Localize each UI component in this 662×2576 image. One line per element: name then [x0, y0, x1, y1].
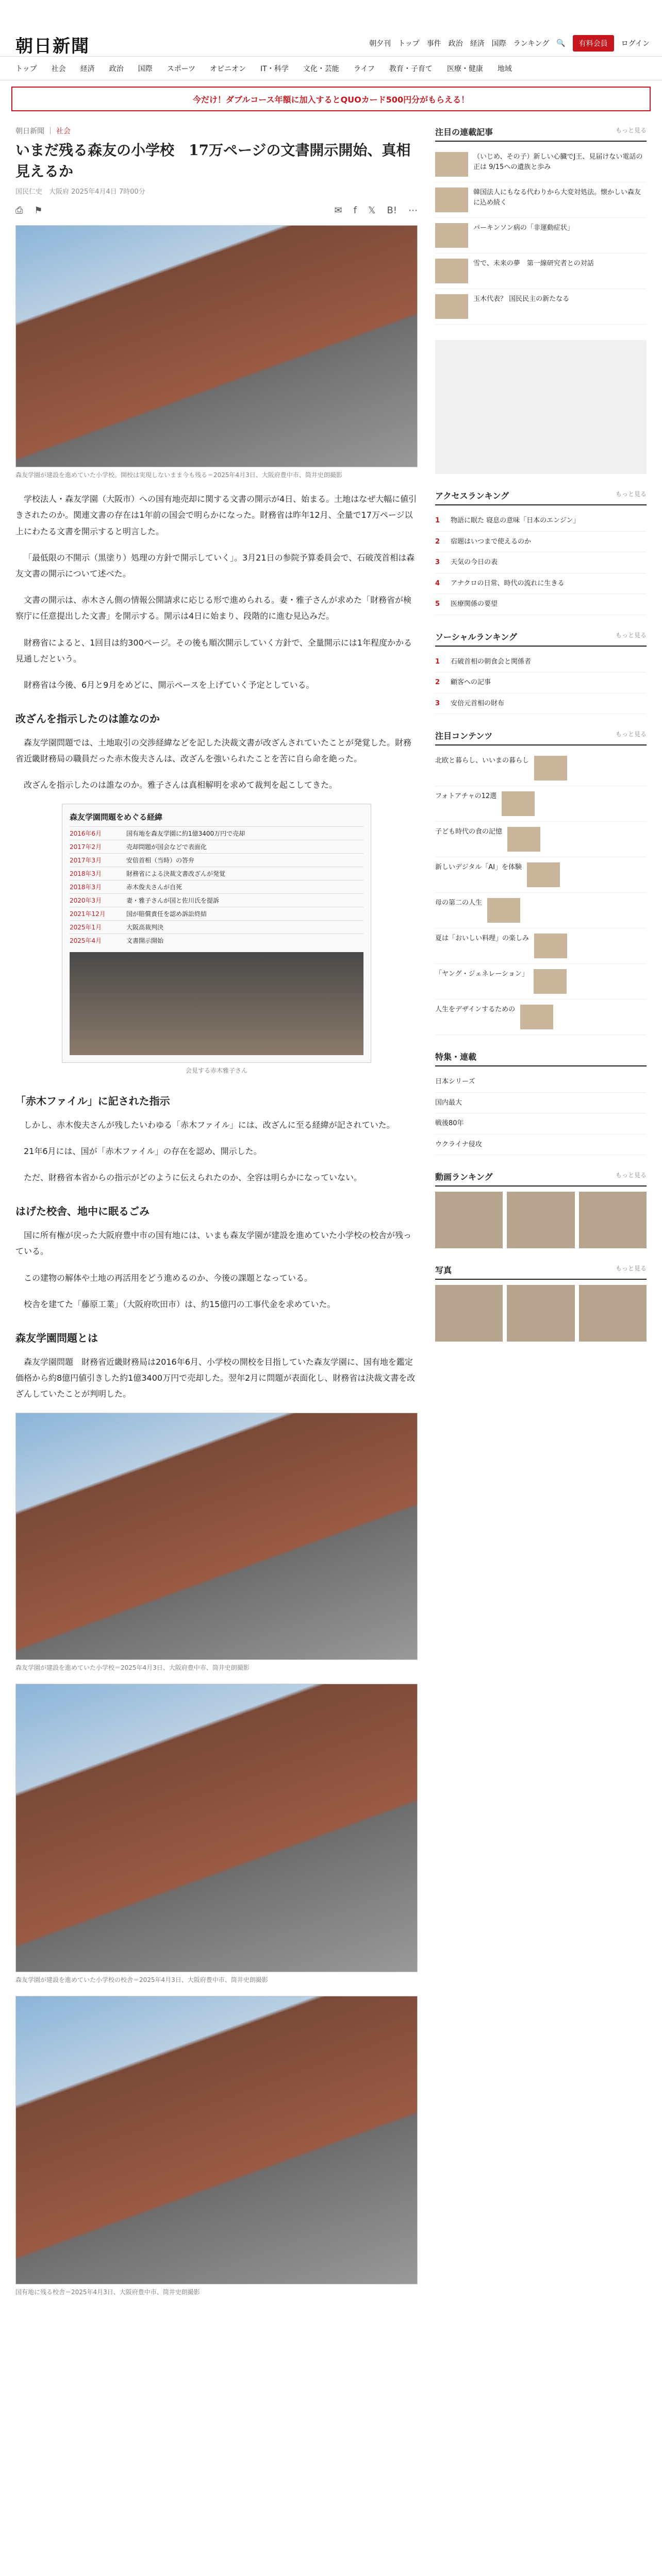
- list-item[interactable]: 母の第二の人生: [435, 893, 647, 928]
- timeline-row: 2025年1月 大阪高裁判決: [70, 920, 363, 934]
- article-title: いまだ残る森友の小学校 17万ページの文書開示開始、真相見えるか: [15, 142, 411, 180]
- nav-item[interactable]: スポーツ: [167, 64, 196, 73]
- paragraph: 森友学園問題では、土地取引の交渉経緯などを記した決裁文書が改ざんされていたことが発覚した。財務省近畿財務局の職員だった赤木俊夫さんは、改ざんを強いられたことを苦に自ら命を絶った。: [15, 738, 412, 764]
- nav-item[interactable]: 政治: [109, 64, 124, 73]
- press-photo: [70, 952, 363, 1055]
- paragraph: 改ざんを指示したのは誰なのか。雅子さんは真相解明を求めて裁判を起こしてきた。: [24, 780, 338, 790]
- list-item[interactable]: 北欧と暮らし、いいまの暮らし: [435, 751, 647, 786]
- list-item[interactable]: ウクライナ侵攻: [435, 1134, 647, 1156]
- ranking-item[interactable]: 2 宿題はいつまで使えるのか: [435, 532, 647, 553]
- paragraph: ただ、財務省本省からの指示がどのように伝えられたのか、全容は明らかになっていない。: [24, 1173, 362, 1182]
- timeline-row: 2020年3月 妻・雅子さんが国と佐川氏を提訴: [70, 893, 363, 907]
- nav-item[interactable]: 医療・健康: [446, 64, 483, 73]
- search-icon[interactable]: 🔍: [556, 39, 566, 47]
- nav-item[interactable]: 教育・子育て: [389, 64, 433, 73]
- header-links: [369, 35, 650, 52]
- school-photo: [15, 1413, 418, 1660]
- section-heading: 「赤木ファイル」に記された指示: [15, 1094, 170, 1107]
- list-item[interactable]: 「ヤング・ジェネレーション」: [435, 964, 647, 999]
- section-heading: 改ざんを指示したのは誰なのか: [15, 713, 160, 725]
- thumbnail: [435, 294, 468, 319]
- paragraph: 森友学園問題 財務省近畿財務局は2016年6月、小学校の開校を目指していた森友学園に、国有地を鑑定価格から約8億円値引きした約1億3400万円で売却した。翌年2月に問題が表面化し、財務省は決裁文書を改ざんしていたことが判明した。: [15, 1357, 416, 1399]
- list-item[interactable]: フォトアチャの12選: [435, 786, 647, 822]
- ranking-item[interactable]: 3 安倍元首相の財布: [435, 693, 647, 715]
- article-meta: 国民仁史 大阪府 2025年4月4日 7時00分: [15, 188, 145, 196]
- social-ranking: ソーシャルランキング もっと見る 1 石破首相の朝食会と関係者 2 顧客への記事 3 安倍元首相の財布: [435, 631, 647, 715]
- nav-item[interactable]: ライフ: [353, 64, 375, 73]
- bookmark-icon[interactable]: ⚑: [34, 205, 43, 216]
- ranking-item[interactable]: 4 アナクロの日常、時代の流れに生きる: [435, 573, 647, 595]
- header-link[interactable]: 経済: [470, 40, 485, 48]
- timeline-row: 2025年4月 文書開示開始: [70, 934, 363, 947]
- hatena-icon[interactable]: B!: [387, 205, 397, 216]
- paragraph: 校舎を建てた「藤原工業」（大阪府吹田市）は、約15億円の工事代金を求めていた。: [24, 1299, 336, 1309]
- header-link[interactable]: ランキング: [513, 40, 550, 48]
- x-icon[interactable]: 𝕏: [368, 205, 376, 216]
- photo-caption: 国有地に残る校舎＝2025年4月3日、大阪府豊中市、筒井史朗撮影: [15, 2288, 200, 2296]
- school-photo: [15, 1684, 418, 1972]
- site-logo[interactable]: 朝日新聞: [15, 36, 90, 57]
- list-item[interactable]: 新しいデジタル「AI」を体験: [435, 857, 647, 893]
- paragraph: 21年6月には、国が「赤木ファイル」の存在を認め、開示した。: [24, 1146, 262, 1156]
- list-item[interactable]: パーキンソン病の「非運動症状」: [435, 218, 647, 253]
- photo-caption: 会見する赤木雅子さん: [185, 1066, 247, 1074]
- more-link[interactable]: もっと見る: [615, 127, 647, 134]
- nav-item[interactable]: オピニオン: [210, 64, 246, 73]
- nav-item[interactable]: 国際: [138, 64, 153, 73]
- facebook-icon[interactable]: f: [353, 205, 357, 216]
- list-item[interactable]: 韓国法人にもなる代わりから大変対処法。懐かしい森友に込め続く: [435, 182, 647, 218]
- access-ranking: アクセスランキング もっと見る 1 物語に眠た 寝息の意味「日本のエンジン」 2 宿題はいつまで使えるのか 3 天気の今日の表 4 アナクロの日常、時代の流れに生きる 5 医療関係の要望: [435, 489, 647, 615]
- more-icon[interactable]: ⋯: [408, 205, 418, 216]
- thumbnail: [534, 969, 567, 994]
- photo-caption: 森友学園が建設を進めていた小学校の校舎＝2025年4月3日、大阪府豊中市、筒井史朗撮影: [15, 1976, 268, 1984]
- photo-caption: 森友学園が建設を進めていた小学校＝2025年4月3日、大阪府豊中市、筒井史朗撮影: [15, 1664, 250, 1671]
- paragraph: 「最低限の不開示（黒塗り）処理の方針で開示していく」。3月21日の参院予算委員会で、石破茂首相は森友文書の開示について述べた。: [15, 552, 415, 579]
- photo-thumbnail[interactable]: [507, 1285, 574, 1342]
- timeline-graphic: [62, 804, 371, 1063]
- list-item[interactable]: 日本シリーズ: [435, 1072, 647, 1093]
- attention-box: 注目の連載記事 もっと見る （いじめ、その子）新しい心臓でJ王、見届けない電話の正は 9/15への遺族と歩み 韓国法人にもなる代わりから大変対処法。懐かしい森友に込め続く パーキンソン病の「非運動症状」 雪で、未来の夢 第一線研究者との対話 玉木代表？ 国民民主の新たなる: [435, 126, 647, 325]
- site-header: [0, 0, 662, 57]
- list-item[interactable]: 国内最大: [435, 1093, 647, 1114]
- paragraph: 文書の開示は、赤木さん側の情報公開請求に応じる形で進められる。妻・雅子さんが求めた「財務省が検察庁に任意提出した文書」を開示する。開示は4日に始まり、段階的に進む見込みだ。: [15, 595, 412, 621]
- video-thumbnail[interactable]: [579, 1192, 647, 1248]
- video-thumbnail[interactable]: [435, 1192, 503, 1248]
- nav-item[interactable]: IT・科学: [260, 64, 289, 73]
- paragraph: 財務省によると、1回目は約300ページ。その後も順次開示していく方針で、全量開示には1年程度かかる見通しだという。: [15, 637, 412, 664]
- thumbnail: [435, 259, 468, 283]
- thumbnail: [520, 1005, 553, 1029]
- section-heading: 森友学園問題とは: [15, 1331, 98, 1344]
- ranking-item[interactable]: 5 医療関係の要望: [435, 594, 647, 615]
- mail-icon[interactable]: ✉: [334, 205, 342, 216]
- category-nav: [0, 57, 662, 80]
- video-ranking: 動画ランキング もっと見る: [435, 1171, 647, 1248]
- share-toolbar: [15, 205, 418, 216]
- timeline-row: 2018年3月 財務省による決裁文書改ざんが発覚: [70, 867, 363, 880]
- login-link[interactable]: ログイン: [621, 40, 650, 48]
- ranking-item[interactable]: 1 石破首相の朝食会と関係者: [435, 652, 647, 673]
- special-box: 特集・連載 日本シリーズ 国内最大 戦後80年 ウクライナ侵攻: [435, 1050, 647, 1155]
- paragraph: 学校法人・森友学園（大阪市）への国有地売却に関する文書の開示が4日、始まる。土地はなぜ大幅に値引きされたのか。関連文書の存在は1年前の国会で明らかになった。財務省は昨年12月、全量で17万ページ以上にわたる文書を開示すると明言した。: [15, 494, 417, 536]
- thumbnail: [507, 827, 540, 852]
- ranking-item[interactable]: 1 物語に眠た 寝息の意味「日本のエンジン」: [435, 511, 647, 532]
- nav-item[interactable]: 文化・芸能: [303, 64, 339, 73]
- list-item[interactable]: 子ども時代の食の記憶: [435, 822, 647, 857]
- list-item[interactable]: 雪で、未来の夢 第一線研究者との対話: [435, 253, 647, 289]
- thumbnail: [534, 756, 567, 781]
- paragraph: 財務省は今後、6月と9月をめどに、開示ペースを上げていく予定としている。: [24, 680, 315, 690]
- thumbnail: [534, 934, 567, 958]
- thumbnail: [435, 188, 468, 212]
- sidebar: [435, 126, 647, 2308]
- timeline-row: 2021年12月 国が賠償責任を認め訴訟終結: [70, 907, 363, 920]
- timeline-row: 2016年6月 国有地を森友学園に約1億3400万円で売却: [70, 826, 363, 840]
- header-link[interactable]: 事件: [426, 40, 441, 48]
- list-item[interactable]: 戦後80年: [435, 1113, 647, 1134]
- list-item[interactable]: 人生をデザインするための: [435, 999, 647, 1035]
- header-link[interactable]: 政治: [448, 40, 463, 48]
- section-heading: はげた校舎、地中に眠るごみ: [15, 1205, 150, 1218]
- article: [15, 126, 418, 2308]
- thumbnail: [502, 791, 535, 816]
- header-link[interactable]: 朝夕刊: [369, 40, 391, 48]
- ad-slot[interactable]: [435, 340, 647, 474]
- timeline-title: 森友学園問題をめぐる経緯: [70, 812, 163, 822]
- nav-item[interactable]: 社会: [51, 64, 66, 73]
- timeline-row: 2018年3月 赤木俊夫さんが自死: [70, 880, 363, 893]
- header-link[interactable]: トップ: [398, 40, 420, 48]
- header-link[interactable]: 国際: [491, 40, 506, 48]
- photo-caption: 森友学園が建設を進めていた小学校。開校は実現しないまま今も残る＝2025年4月3日、大阪府豊中市、筒井史朗撮影: [15, 471, 342, 479]
- timeline-row: 2017年3月 安倍首相（当時）の答弁: [70, 853, 363, 867]
- content-box: 注目コンテンツ もっと見る 北欧と暮らし、いいまの暮らし フォトアチャの12選 子ども時代の食の記憶 新しいデジタル「AI」を体験 母の第二の人生 夏は「おいしい料理」の楽しみ 「ヤング・ジェネレーション」 人生をデザインするための: [435, 730, 647, 1035]
- timeline-row: 2017年2月 売却問題が国会などで表面化: [70, 840, 363, 853]
- paragraph: この建物の解体や土地の再活用をどう進めるのか、今後の課題となっている。: [24, 1273, 313, 1283]
- thumbnail: [527, 862, 560, 887]
- promo-banner[interactable]: 今だけ！ダブルコース年額に加入するとQUOカード500円分がもらえる！: [11, 87, 651, 111]
- school-photo: [15, 1996, 418, 2284]
- list-item[interactable]: （いじめ、その子）新しい心臓でJ王、見届けない電話の正は 9/15への遺族と歩み: [435, 147, 647, 182]
- photo-box: 写真 もっと見る: [435, 1264, 647, 1342]
- ranking-item[interactable]: 2 顧客への記事: [435, 672, 647, 693]
- nav-item[interactable]: 地域: [497, 64, 512, 73]
- nav-item[interactable]: 経済: [80, 64, 95, 73]
- paragraph: 国に所有権が戻った大阪府豊中市の国有地には、いまも森友学園が建設を進めていた小学校の校舎が残っている。: [15, 1230, 412, 1257]
- ranking-item[interactable]: 3 天気の今日の表: [435, 552, 647, 573]
- main-photo: [15, 225, 418, 467]
- list-item[interactable]: 玉木代表？ 国民民主の新たなる: [435, 289, 647, 325]
- photo-thumbnail[interactable]: [579, 1285, 647, 1342]
- photo-thumbnail[interactable]: [435, 1285, 503, 1342]
- nav-item[interactable]: トップ: [15, 64, 37, 73]
- paragraph: しかし、赤木俊夫さんが残したいわゆる「赤木ファイル」には、改ざんに至る経緯が記されていた。: [24, 1120, 395, 1130]
- subscribe-button[interactable]: 有料会員: [573, 35, 614, 52]
- thumbnail: [435, 223, 468, 248]
- print-icon[interactable]: ⎙: [15, 205, 23, 216]
- thumbnail: [435, 152, 468, 177]
- list-item[interactable]: 夏は「おいしい料理」の楽しみ: [435, 928, 647, 964]
- video-thumbnail[interactable]: [507, 1192, 574, 1248]
- article-category: 朝日新聞 ｜ 社会: [15, 127, 71, 135]
- thumbnail: [487, 898, 520, 923]
